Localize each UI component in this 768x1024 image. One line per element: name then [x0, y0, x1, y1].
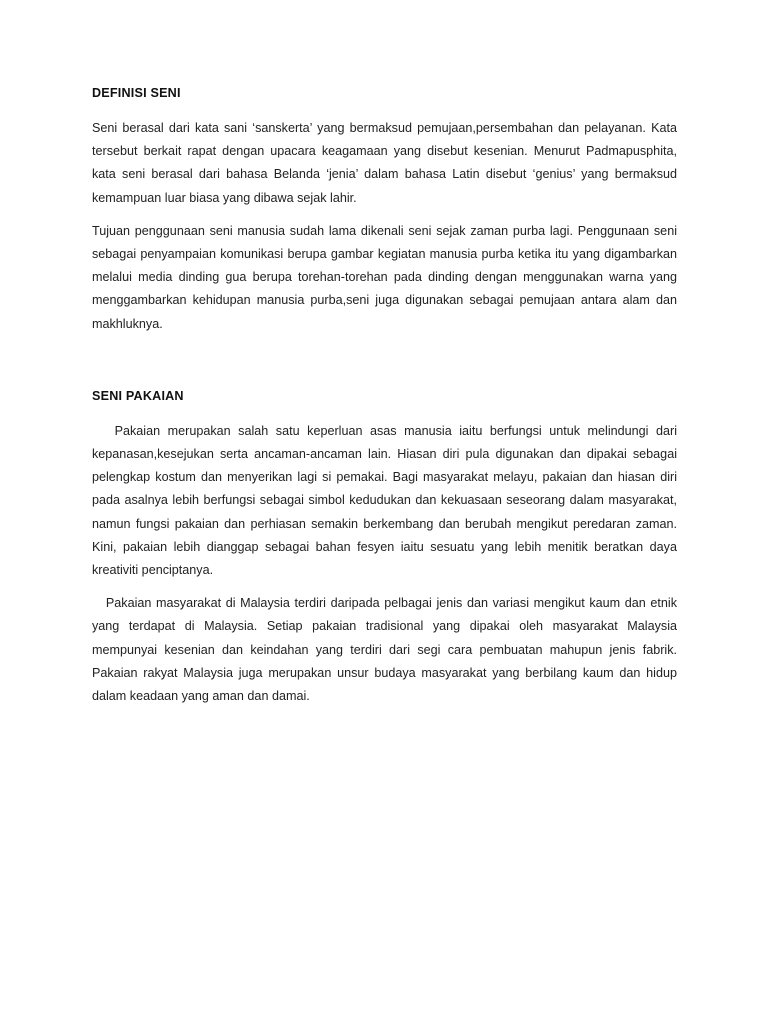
section-definisi-seni	[92, 84, 677, 336]
section-spacer	[92, 346, 677, 387]
document-body	[92, 84, 677, 718]
section-seni-pakaian	[92, 387, 677, 708]
section-heading: DEFINISI SENI	[92, 86, 181, 100]
paragraph: Seni berasal dari kata sani ‘sanskerta’ yang bermaksud pemujaan,persembahan dan pelayanan. Kata tersebut berkait rapat dengan upacara keagamaan yang disebut kesenian. Menurut Padmapusphita, kata seni berasal dari bahasa Belanda ‘jenia’ dalam bahasa Latin disebut ‘genius’ yang bermaksud kemampuan luar biasa yang dibawa sejak lahir.	[92, 121, 677, 205]
paragraph: Pakaian merupakan salah satu keperluan asas manusia iaitu berfungsi untuk melindungi dari kepanasan,kesejukan serta ancaman-ancaman lain. Hiasan diri pula digunakan dan dipakai sebagai pelengkap kostum dan menyerikan lagi si pemakai. Bagi masyarakat melayu, pakaian dan hiasan diri pada asalnya lebih berfungsi sebagai simbol kedudukan dan kekuasaan seseorang dalam masyarakat, namun fungsi pakaian dan perhiasan semakin berkembang dan berubah mengikut peredaran zaman. Kini, pakaian lebih dianggap sebagai bahan fesyen iaitu sesuatu yang lebih menitik beratkan daya kreativiti penciptanya.	[92, 423, 677, 578]
paragraph: Tujuan penggunaan seni manusia sudah lama dikenali seni sejak zaman purba lagi. Penggunaan seni sebagai penyampaian komunikasi berupa gambar kegiatan manusia purba ketika itu yang digambarkan melalui media dinding gua berupa torehan-torehan pada dinding dengan menggunakan warna yang menggambarkan kehidupan manusia purba,seni juga digunakan sebagai pemujaan antara alam dan makhluknya.	[92, 223, 677, 331]
section-heading: SENI PAKAIAN	[92, 388, 184, 403]
paragraph: Pakaian masyarakat di Malaysia terdiri daripada pelbagai jenis dan variasi mengikut kaum dan etnik yang terdapat di Malaysia. Setiap pakaian tradisional yang dipakai oleh masyarakat Malaysia mempunyai kesenian dan keindahan yang terdiri dari segi cara pembuatan mahupun jenis fabrik. Pakaian rakyat Malaysia juga merupakan unsur budaya masyarakat yang berbilang kaum dan hidup dalam keadaan yang aman dan damai.	[92, 596, 677, 704]
